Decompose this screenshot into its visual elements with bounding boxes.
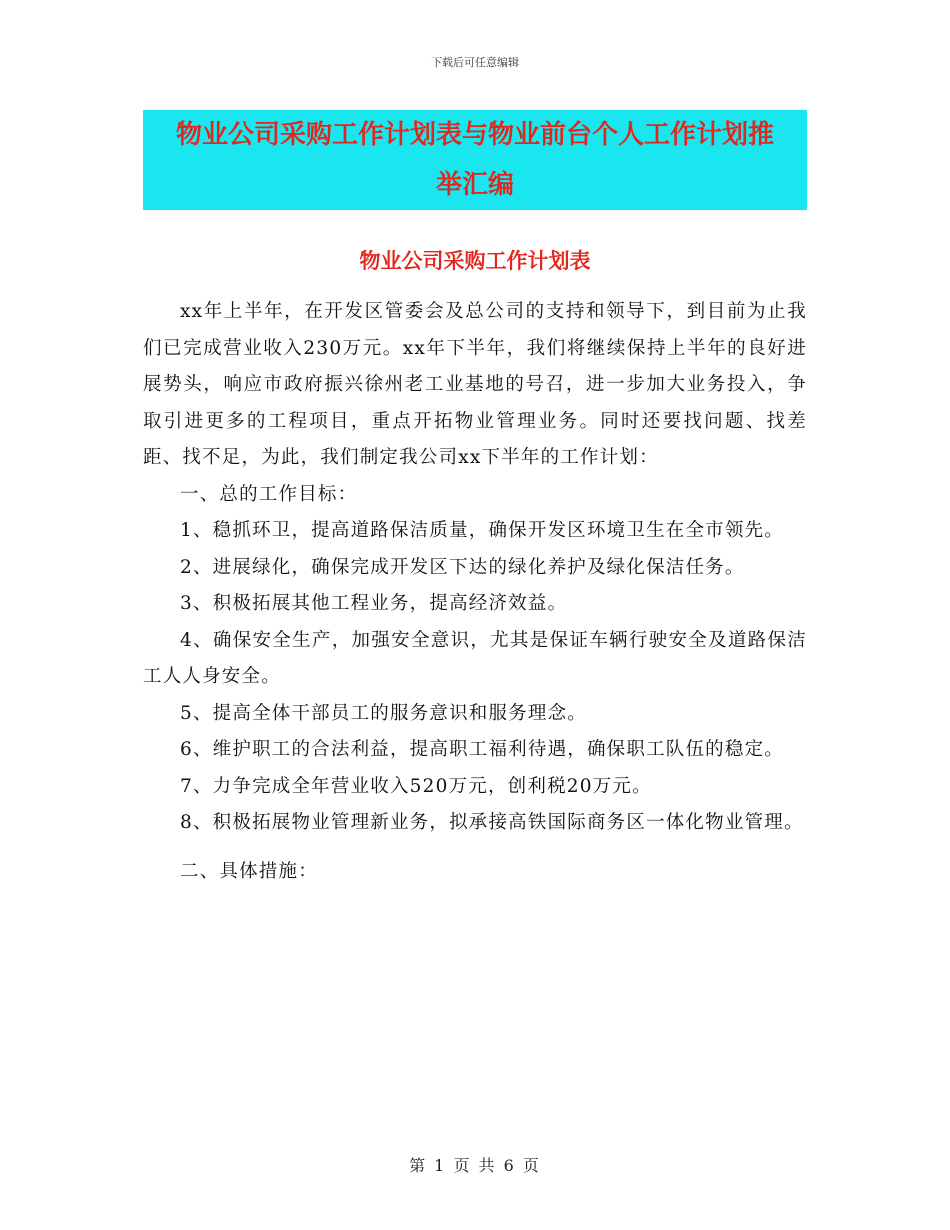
section-heading: 物业公司采购工作计划表 — [359, 249, 591, 273]
paragraph: 一、总的工作目标： — [180, 483, 358, 505]
paragraph: 5、提高全体干部员工的服务意识和服务理念。 — [180, 702, 587, 724]
page-footer: 第 1 页 共 6 页 — [409, 1156, 541, 1175]
paragraph: 3、积极拓展其他工程业务，提高经济效益。 — [180, 593, 568, 614]
header-note: 下载后可任意编辑 — [431, 56, 519, 69]
paragraph: 7、力争完成全年营业收入520万元，创利税20万元。 — [180, 775, 652, 797]
paragraph: 4、确保安全生产，加强安全意识，尤其是保证车辆行驶安全及道路保洁工人人身安全。 — [143, 629, 807, 687]
paragraph: xx年上半年，在开发区管委会及总公司的支持和领导下，到目前为止我们已完成营业收入230万元。xx年下半年，我们将继续保持上半年的良好进展势头，响应市政府振兴徐州老工业基地的号召，进一步加大业务投入，争取引进更多的工程项目，重点开拓物业管理业务。同时还要找问题、找差距、找不足，为此，我们制定我公司xx下半年的工作计划： — [143, 301, 807, 468]
title-line-1: 物业公司采购工作计划表与物业前台个人工作计划推 — [143, 110, 807, 160]
paragraph: 1、稳抓环卫，提高道路保洁质量，确保开发区环境卫生在全市领先。 — [180, 520, 784, 541]
title-line-2: 举汇编 — [143, 160, 807, 210]
paragraph: 8、积极拓展物业管理新业务，拟承接高铁国际商务区一体化物业管理。 — [180, 812, 804, 833]
paragraph: 2、进展绿化，确保完成开发区下达的绿化养护及绿化保洁任务。 — [180, 556, 745, 578]
paragraph: 二、具体措施： — [180, 860, 318, 882]
document-title — [143, 110, 807, 210]
body-text — [143, 294, 807, 890]
paragraph: 6、维护职工的合法利益，提高职工福利待遇，确保职工队伍的稳定。 — [180, 739, 784, 760]
